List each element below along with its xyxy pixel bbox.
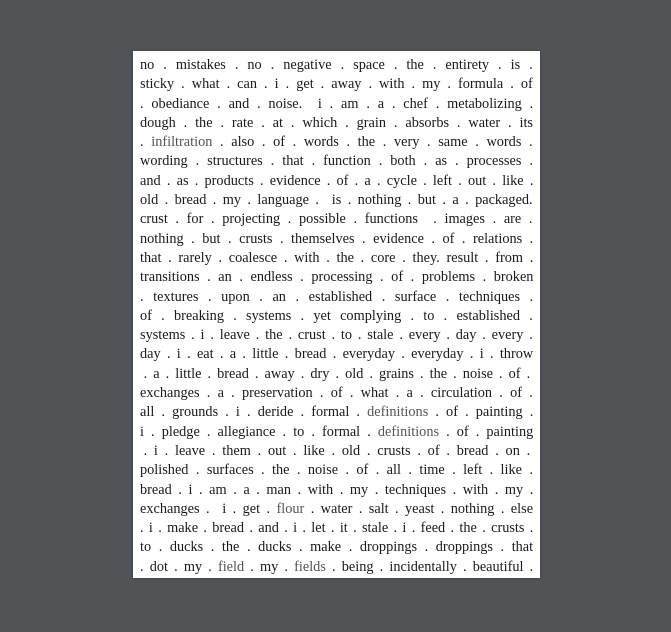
text-segment: . i . make . bread . and . i . let . it . stale . i . feed . the . crusts .: [140, 520, 534, 537]
text-line: [140, 230, 533, 249]
text-line: [140, 461, 533, 480]
text-segment: exchanges . i . get .: [140, 500, 277, 517]
text-segment: i . pledge . allegiance . to . formal .: [140, 423, 378, 440]
text-line: [140, 191, 533, 210]
text-line: [140, 133, 533, 152]
text-segment: .: [140, 134, 152, 151]
text-line: [140, 95, 533, 114]
text-segment: that . rarely . coalesce . with . the . core . they. result . from .: [140, 249, 534, 266]
text-segment: . water . salt . yeast . nothing . else: [304, 500, 534, 517]
text-segment: . dot . my .: [140, 558, 218, 575]
text-line: [140, 152, 533, 171]
text-line: [140, 307, 533, 326]
text-segment: . a . little . bread . away . dry . old . grains . the . noise . of .: [140, 365, 531, 382]
gray-word: infiltration: [151, 134, 213, 151]
text-line: [140, 500, 533, 519]
text-segment: . i . leave . them . out . like . old . crusts . of . bread . on .: [140, 442, 531, 459]
text-segment: . of . painting: [439, 423, 534, 440]
text-segment: . my .: [244, 558, 295, 575]
poem-text-block: [140, 56, 533, 577]
text-segment: . textures . upon . an . established . surface . techniques .: [140, 288, 534, 305]
text-segment: no . mistakes . no . negative . space . the . entirety . is .: [140, 57, 533, 73]
text-line: [140, 558, 533, 577]
text-segment: sticky . what . can . i . get . away . with . my . formula . of: [140, 76, 533, 93]
text-line: [140, 268, 533, 287]
text-line: [140, 519, 533, 538]
text-segment: of . breaking . systems . yet complying . to . established .: [140, 307, 533, 324]
text-line: [140, 423, 533, 442]
gray-word: definitions: [367, 404, 429, 421]
gray-word: field: [217, 558, 245, 575]
document-page: [133, 51, 540, 578]
text-segment: all . grounds . i . deride . formal .: [140, 404, 368, 421]
text-segment: . being . incidentally . beautiful .: [325, 558, 534, 575]
text-segment: day . i . eat . a . little . bread . everyday . everyday . i . throw: [140, 346, 534, 363]
text-line: [140, 481, 533, 500]
text-segment: old . bread . my . language . is . nothing . but . a . packaged.: [140, 192, 533, 209]
gray-word: flour: [276, 500, 305, 517]
text-line: [140, 75, 533, 94]
text-segment: bread . i . am . a . man . with . my . techniques . with . my .: [140, 481, 534, 498]
text-segment: . of . painting .: [428, 404, 534, 421]
text-segment: systems . i . leave . the . crust . to . stale . every . day . every .: [140, 327, 533, 344]
text-segment: nothing . but . crusts . themselves . evidence . of . relations .: [140, 230, 534, 247]
text-segment: and . as . products . evidence . of . a . cycle . left . out . like .: [140, 172, 534, 189]
gray-word: fields: [294, 558, 326, 575]
text-line: [140, 56, 533, 75]
text-segment: to . ducks . the . ducks . make . droppings . droppings . that: [140, 539, 534, 556]
text-line: [140, 210, 533, 229]
text-line: [140, 288, 533, 307]
text-line: [140, 345, 533, 364]
text-segment: polished . surfaces . the . noise . of . all . time . left . like .: [140, 462, 533, 479]
text-line: [140, 326, 533, 345]
text-line: [140, 249, 533, 268]
text-segment: exchanges . a . preservation . of . what . a . circulation . of .: [140, 385, 533, 402]
text-line: [140, 114, 533, 133]
text-segment: transitions . an . endless . processing . of . problems . broken: [140, 269, 534, 286]
text-line: [140, 442, 533, 461]
text-line: [140, 384, 533, 403]
text-segment: . also . of . words . the . very . same . words .: [212, 134, 533, 151]
text-segment: . obediance . and . noise. i . am . a . chef . metabolizing .: [140, 95, 534, 112]
text-segment: crust . for . projecting . possible . functions . images . are .: [140, 211, 533, 228]
text-line: [140, 403, 533, 422]
text-segment: wording . structures . that . function . both . as . processes .: [140, 153, 533, 170]
gray-word: definitions: [377, 423, 440, 440]
text-line: [140, 538, 533, 557]
text-segment: dough . the . rate . at . which . grain . absorbs . water . its: [140, 114, 533, 131]
text-line: [140, 365, 533, 384]
text-line: [140, 172, 533, 191]
